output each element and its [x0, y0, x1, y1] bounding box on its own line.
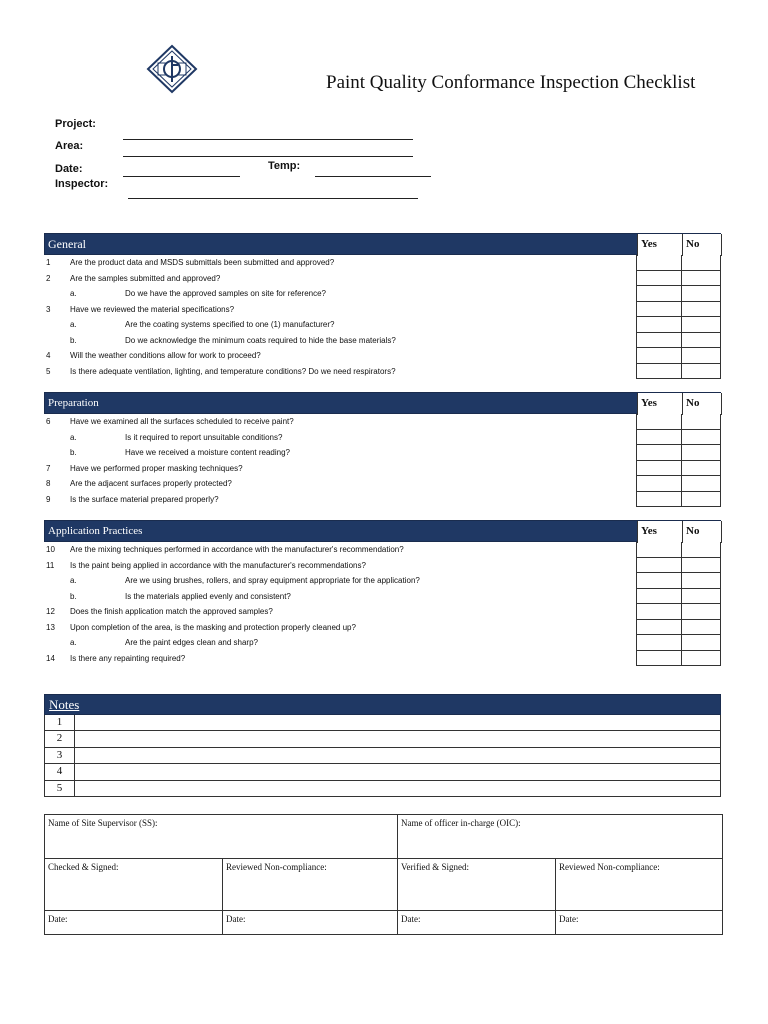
project-label: Project:	[55, 118, 96, 130]
reviewed-label: Reviewed Non-compliance:	[559, 862, 660, 872]
checklist-rows	[44, 542, 721, 666]
item-question: Have we reviewed the material specifications?	[70, 304, 235, 314]
date-cell-1[interactable]	[45, 911, 223, 934]
item-question: Are we using brushes, rollers, and spray equipment appropriate for the application?	[125, 576, 420, 585]
item-number: b.	[70, 591, 77, 601]
yes-checkbox-cell[interactable]	[636, 317, 682, 333]
no-checkbox-cell[interactable]	[681, 635, 721, 651]
yes-checkbox-cell[interactable]	[636, 573, 682, 589]
item-question: Are the adjacent surfaces properly protected?	[70, 479, 232, 488]
no-checkbox-cell[interactable]	[681, 573, 721, 589]
item-number: 13	[46, 622, 55, 632]
notes-title: Notes	[49, 697, 80, 712]
checklist-row	[44, 589, 721, 605]
section-title: Preparation	[48, 397, 99, 409]
reviewed-cell-1[interactable]	[223, 859, 398, 911]
checklist-row	[44, 317, 721, 333]
item-question: Is there any repainting required?	[70, 653, 186, 663]
date-field[interactable]	[123, 176, 240, 177]
item-number: 10	[46, 545, 55, 554]
yes-column-header: Yes	[637, 393, 682, 415]
yes-checkbox-cell[interactable]	[636, 348, 682, 364]
item-question: Are the coating systems specified to one (1) manufacturer?	[125, 320, 335, 329]
item-number: a.	[70, 576, 77, 585]
item-number: 3	[46, 304, 51, 314]
no-checkbox-cell[interactable]	[681, 542, 721, 558]
checklist-row	[44, 430, 721, 446]
item-question: Have we performed proper masking techniques?	[70, 463, 243, 473]
no-checkbox-cell[interactable]	[681, 492, 721, 508]
item-question: Have we examined all the surfaces scheduled to receive paint?	[70, 417, 294, 426]
no-column-header: No	[682, 234, 722, 256]
yes-checkbox-cell[interactable]	[636, 302, 682, 318]
item-question: Does the finish application match the approved samples?	[70, 607, 273, 616]
item-question: Are the product data and MSDS submittals been submitted and approved?	[70, 258, 335, 267]
temp-label: Temp:	[268, 160, 301, 172]
checklist-row	[44, 333, 721, 349]
yes-checkbox-cell[interactable]	[636, 286, 682, 302]
yes-checkbox-cell[interactable]	[636, 271, 682, 287]
project-field[interactable]	[123, 139, 413, 140]
notes-section	[44, 694, 721, 797]
item-question: Is there adequate ventilation, lighting, and temperature conditions? Do we need respirators?	[70, 366, 396, 376]
yes-checkbox-cell[interactable]	[636, 476, 682, 492]
item-number: 5	[46, 366, 51, 376]
checklist-row	[44, 558, 721, 574]
item-question: Is it required to report unsuitable conditions?	[125, 432, 283, 442]
no-checkbox-cell[interactable]	[681, 333, 721, 349]
item-question: Do we have the approved samples on site for reference?	[125, 289, 327, 298]
no-column-header: No	[682, 393, 722, 415]
note-number: 1	[45, 715, 75, 730]
item-question: Will the weather conditions allow for work to proceed?	[70, 351, 261, 360]
section-general	[44, 233, 721, 379]
note-number: 5	[45, 781, 75, 796]
item-question: Are the mixing techniques performed in accordance with the manufacturer's recommendation?	[70, 545, 404, 554]
item-question: Do we acknowledge the minimum coats required to hide the base materials?	[125, 335, 396, 345]
no-checkbox-cell[interactable]	[681, 348, 721, 364]
yes-checkbox-cell[interactable]	[636, 255, 682, 271]
checklist-row	[44, 414, 721, 430]
no-checkbox-cell[interactable]	[681, 286, 721, 302]
checklist-rows	[44, 255, 721, 379]
no-checkbox-cell[interactable]	[681, 414, 721, 430]
inspector-label: Inspector:	[55, 178, 109, 190]
item-question: Upon completion of the area, is the masking and protection properly cleaned up?	[70, 622, 356, 632]
no-checkbox-cell[interactable]	[681, 255, 721, 271]
verified-signed-cell[interactable]	[398, 859, 556, 911]
date-label: Date:	[48, 914, 68, 924]
checklist-row	[44, 651, 721, 667]
notes-rows	[44, 715, 721, 797]
date-label: Date:	[559, 914, 579, 924]
checklist-row	[44, 302, 721, 318]
note-number: 2	[45, 731, 75, 746]
date-label: Date:	[55, 163, 83, 175]
no-checkbox-cell[interactable]	[681, 558, 721, 574]
area-label: Area:	[55, 140, 84, 152]
section-application	[44, 520, 721, 666]
checklist-row	[44, 364, 721, 380]
checklist-row	[44, 635, 721, 651]
item-number: a.	[70, 432, 77, 442]
no-checkbox-cell[interactable]	[681, 620, 721, 636]
date-label: Date:	[401, 914, 421, 924]
yes-checkbox-cell[interactable]	[636, 542, 682, 558]
item-number: a.	[70, 289, 77, 298]
item-number: 12	[46, 607, 55, 616]
date-cell-4[interactable]	[556, 911, 722, 934]
reviewed-label: Reviewed Non-compliance:	[226, 862, 327, 872]
no-checkbox-cell[interactable]	[681, 604, 721, 620]
yes-checkbox-cell[interactable]	[636, 461, 682, 477]
reviewed-cell-2[interactable]	[556, 859, 722, 911]
no-column-header: No	[682, 521, 722, 543]
yes-column-header: Yes	[637, 234, 682, 256]
checklist-row	[44, 348, 721, 364]
company-logo-icon	[146, 44, 198, 94]
item-question: Are the samples submitted and approved?	[70, 273, 221, 283]
item-number: 2	[46, 273, 51, 283]
item-number: 8	[46, 479, 51, 488]
page-title: Paint Quality Conformance Inspection Checklist	[326, 72, 696, 93]
checklist-row	[44, 492, 721, 508]
yes-checkbox-cell[interactable]	[636, 558, 682, 574]
checklist-row	[44, 604, 721, 620]
section-preparation	[44, 392, 721, 507]
site-supervisor-label: Name of Site Supervisor (SS):	[48, 818, 158, 828]
no-checkbox-cell[interactable]	[681, 317, 721, 333]
item-number: 6	[46, 417, 51, 426]
yes-checkbox-cell[interactable]	[636, 589, 682, 605]
checklist-row	[44, 542, 721, 558]
note-row[interactable]	[44, 764, 721, 780]
no-checkbox-cell[interactable]	[681, 476, 721, 492]
yes-checkbox-cell[interactable]	[636, 651, 682, 667]
yes-checkbox-cell[interactable]	[636, 430, 682, 446]
checklist-row	[44, 573, 721, 589]
item-question: Is the materials applied evenly and consistent?	[125, 591, 291, 601]
note-row[interactable]	[44, 781, 721, 797]
site-supervisor-cell[interactable]	[45, 815, 398, 859]
item-number: 7	[46, 463, 51, 473]
section-header	[44, 233, 721, 255]
note-row[interactable]	[44, 731, 721, 747]
section-title: General	[48, 237, 86, 251]
item-number: 11	[46, 560, 55, 570]
section-header	[44, 392, 721, 414]
date-cell-2[interactable]	[223, 911, 398, 934]
no-checkbox-cell[interactable]	[681, 271, 721, 287]
item-number: 14	[46, 653, 55, 663]
date-cell-3[interactable]	[398, 911, 556, 934]
no-checkbox-cell[interactable]	[681, 651, 721, 667]
temp-field[interactable]	[315, 176, 431, 177]
section-header	[44, 520, 721, 542]
item-question: Have we received a moisture content reading?	[125, 448, 290, 457]
inspector-field[interactable]	[128, 198, 418, 199]
checklist-rows	[44, 414, 721, 507]
note-number: 3	[45, 748, 75, 763]
checklist-row	[44, 286, 721, 302]
item-question: Is the surface material prepared properly?	[70, 494, 219, 504]
section-title: Application Practices	[48, 525, 143, 537]
item-number: 4	[46, 351, 51, 360]
notes-header	[44, 694, 721, 715]
date-label: Date:	[226, 914, 246, 924]
yes-checkbox-cell[interactable]	[636, 333, 682, 349]
no-checkbox-cell[interactable]	[681, 589, 721, 605]
item-number: b.	[70, 448, 77, 457]
checklist-row	[44, 255, 721, 271]
note-row[interactable]	[44, 748, 721, 764]
no-checkbox-cell[interactable]	[681, 445, 721, 461]
item-question: Are the paint edges clean and sharp?	[125, 638, 258, 647]
area-field[interactable]	[123, 156, 413, 157]
yes-checkbox-cell[interactable]	[636, 414, 682, 430]
checklist-row	[44, 461, 721, 477]
item-number: b.	[70, 335, 77, 345]
checklist-row	[44, 476, 721, 492]
note-row[interactable]	[44, 715, 721, 731]
item-number: a.	[70, 320, 77, 329]
checked-signed-cell[interactable]	[45, 859, 223, 911]
yes-checkbox-cell[interactable]	[636, 635, 682, 651]
item-question: Is the paint being applied in accordance with the manufacturer's recommendations?	[70, 560, 366, 570]
verified-signed-label: Verified & Signed:	[401, 862, 469, 872]
no-checkbox-cell[interactable]	[681, 430, 721, 446]
checklist-row	[44, 620, 721, 636]
item-number: 1	[46, 258, 51, 267]
officer-cell[interactable]	[398, 815, 722, 859]
yes-checkbox-cell[interactable]	[636, 364, 682, 380]
yes-checkbox-cell[interactable]	[636, 604, 682, 620]
yes-checkbox-cell[interactable]	[636, 620, 682, 636]
checked-signed-label: Checked & Signed:	[48, 862, 119, 872]
note-number: 4	[45, 764, 75, 779]
no-checkbox-cell[interactable]	[681, 364, 721, 380]
signoff-table	[44, 814, 723, 935]
yes-checkbox-cell[interactable]	[636, 492, 682, 508]
officer-label: Name of officer in-charge (OIC):	[401, 818, 521, 828]
checklist-row	[44, 271, 721, 287]
no-checkbox-cell[interactable]	[681, 302, 721, 318]
item-number: a.	[70, 638, 77, 647]
no-checkbox-cell[interactable]	[681, 461, 721, 477]
item-number: 9	[46, 494, 51, 504]
checklist-row	[44, 445, 721, 461]
yes-checkbox-cell[interactable]	[636, 445, 682, 461]
yes-column-header: Yes	[637, 521, 682, 543]
